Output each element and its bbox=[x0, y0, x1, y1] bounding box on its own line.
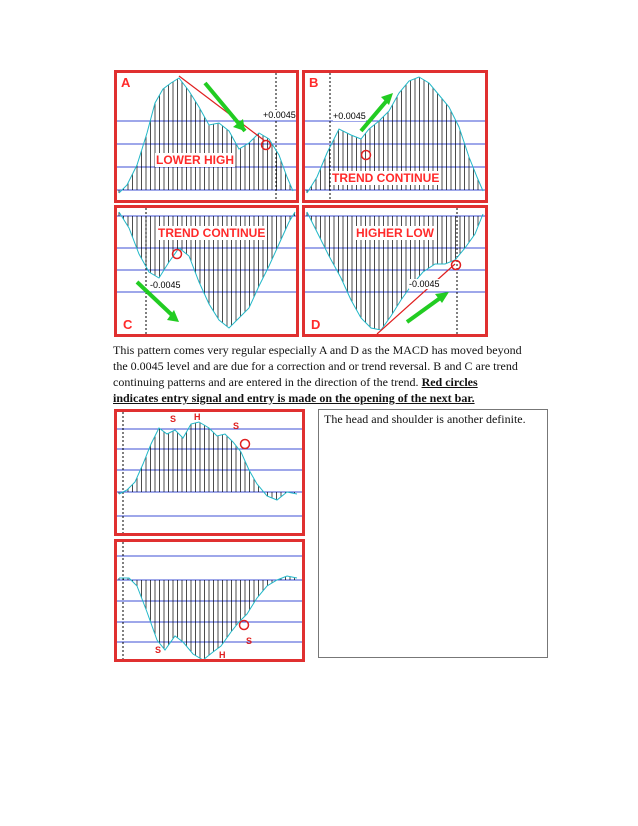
head-shoulders-bottom-panel bbox=[114, 539, 305, 662]
chart-panel-d bbox=[302, 205, 488, 337]
level-value-a: +0.0045 bbox=[263, 110, 296, 120]
left-shoulder-mark: S bbox=[170, 414, 177, 424]
right-shoulder-mark: S bbox=[233, 421, 240, 431]
chart-panel-c bbox=[114, 205, 299, 337]
histogram bbox=[119, 577, 295, 659]
grid-lines bbox=[117, 429, 302, 516]
chart-a-svg bbox=[117, 73, 296, 200]
chart-panel-b bbox=[302, 70, 488, 203]
level-value-d: -0.0045 bbox=[409, 279, 440, 289]
level-value-b: +0.0045 bbox=[333, 111, 366, 121]
hs-top-svg bbox=[117, 412, 302, 533]
panel-letter-b: B bbox=[309, 75, 319, 90]
panel-label-c: TREND CONTINUE bbox=[158, 226, 266, 240]
level-value-c: -0.0045 bbox=[150, 280, 181, 290]
side-note-box bbox=[318, 409, 548, 658]
trend-arrow bbox=[407, 296, 443, 322]
panel-letter-d: D bbox=[311, 317, 321, 332]
histogram-outline bbox=[119, 78, 293, 193]
explanation-text: This pattern comes very regular especially A and D as the MACD has moved beyond the 0.0045 level and are due for a correction and or trend reversal. B and C are trend continuing patterns and are entered in the direction of the trend. bbox=[113, 343, 522, 389]
trend-line bbox=[179, 76, 265, 141]
entry-circle bbox=[362, 151, 371, 160]
left-shoulder-mark: S bbox=[155, 645, 162, 655]
head-mark: H bbox=[194, 412, 201, 422]
panel-label-d: HIGHER LOW bbox=[356, 226, 434, 240]
explanation-paragraph bbox=[113, 342, 523, 406]
hs-bottom-svg bbox=[117, 542, 302, 659]
head-mark: H bbox=[219, 650, 226, 660]
chart-panel-a bbox=[114, 70, 299, 203]
right-shoulder-mark: S bbox=[246, 636, 253, 646]
head-shoulders-top-panel bbox=[114, 409, 305, 536]
panel-label-a: LOWER HIGH bbox=[156, 153, 234, 167]
panel-letter-c: C bbox=[123, 317, 133, 332]
panel-label-b: TREND CONTINUE bbox=[332, 171, 440, 185]
entry-signal-note: Red circles indicates entry signal and entry is made on the opening of the next bar. bbox=[113, 375, 478, 405]
entry-circle bbox=[241, 440, 250, 449]
histogram bbox=[119, 423, 295, 500]
grid-lines bbox=[117, 556, 302, 642]
entry-circle bbox=[452, 261, 461, 270]
side-note-text: The head and shoulder is another definite. bbox=[324, 412, 526, 426]
panel-letter-a: A bbox=[121, 75, 131, 90]
